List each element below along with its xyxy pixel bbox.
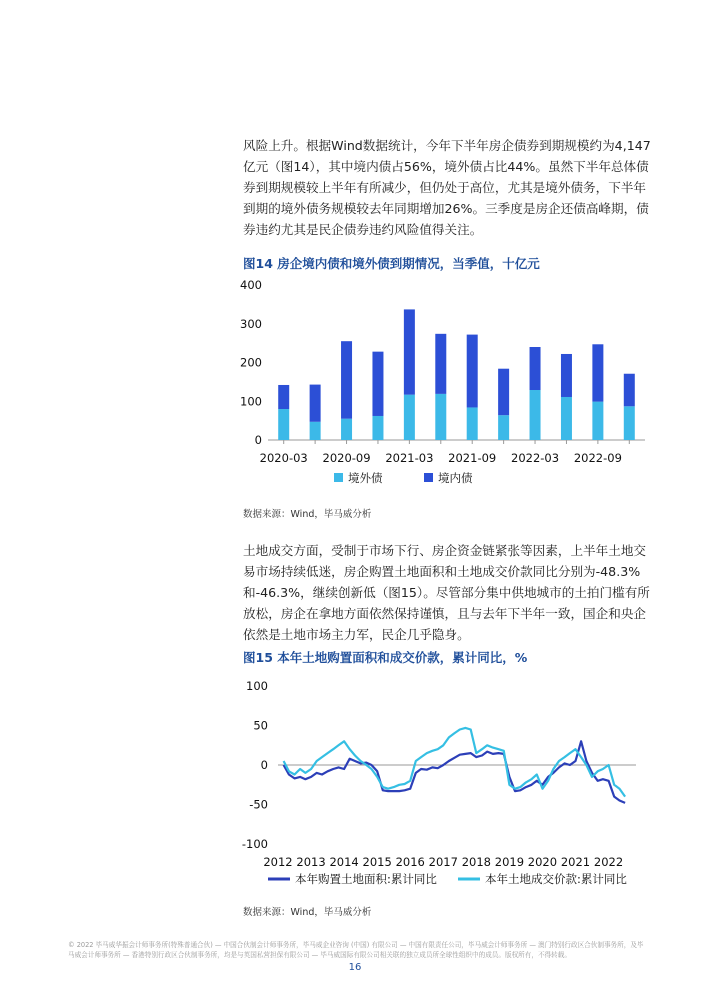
legend-label-overseas: 境外债	[348, 471, 383, 485]
x-tick-label: 2020	[527, 855, 558, 869]
x-tick-label: 2013	[296, 855, 326, 869]
legend-label-domestic: 境内债	[438, 471, 473, 485]
x-tick-label: 2016	[395, 855, 425, 869]
y-tick-label: 0	[254, 433, 262, 447]
x-tick-label: 2019	[494, 855, 525, 869]
figure15-title: 图15 本年土地购置面积和成交价款，累计同比，%	[243, 650, 528, 665]
y-tick-label: 300	[240, 316, 262, 331]
y-tick-label: 400	[240, 278, 262, 292]
x-tick-label: 2020-03	[259, 451, 308, 465]
paragraph-debt-maturity: 风险上升。根据Wind数据统计，今年下半年房企债券到期规模约为4,147亿元（图14），其中境内债占56%，境外债占比44%。虽然下半年总体债券到期规模较上半年有所减少，但仍处于高位，尤其是境外债务，下半年到期的境外债务规模较去年同期增加26%。三季度是房企还债高峰期，债券违约尤其是民企债券违约风险值得关注。	[243, 138, 651, 237]
y-tick-label: 100	[240, 394, 262, 409]
legend-label-land-price: 本年土地成交价款:累计同比	[485, 872, 627, 886]
x-tick-label: 2018	[461, 855, 491, 869]
y-tick-label: 0	[260, 758, 268, 772]
x-tick-label: 2017	[428, 855, 458, 869]
x-tick-label: 2022-09	[573, 451, 622, 465]
figure14-title: 图14 房企境内债和境外债到期情况，当季值，十亿元	[243, 256, 540, 271]
x-tick-label: 2021-03	[385, 451, 434, 465]
x-tick-label: 2022	[593, 855, 624, 869]
copyright-footer: © 2022 毕马威华振会计师事务所(特殊普通合伙) — 中国合伙制会计师事务所，毕马威企业咨询 (中国) 有限公司 — 中国有限责任公司，毕马威会计师事务所 — 澳门特别行政区合伙制事务所，及毕马威会计师事务所 — 香港特别行政区合伙制事务所，均是与英国私营担保有限公司 — 毕马威国际有限公司相关联的独立成员所全球性组织中的成员。版权所有，不得转载。	[68, 941, 644, 959]
paragraph-land-transactions: 土地成交方面，受制于市场下行、房企资金链紧张等因素，上半年土地交易市场持续低迷，房企购置土地面积和土地成交价款同比分别为-48.3%和-46.3%，继续创新低（图15）。尽管部分集中供地城市的土拍门槛有所放松，房企在拿地方面依然保持谨慎，且与去年下半年一致，国企和央企依然是土地市场主力军，民企几乎隐身。	[243, 543, 650, 642]
y-tick-label: 200	[240, 355, 262, 370]
y-tick-label: 100	[246, 679, 268, 693]
x-tick-label: 2014	[329, 855, 359, 869]
page-number: 16	[348, 962, 362, 973]
figure15-source: 数据来源：Wind，毕马威分析	[243, 907, 372, 918]
y-tick-label: -50	[249, 797, 268, 812]
x-tick-label: 2021	[560, 855, 591, 869]
y-tick-label: 50	[253, 718, 268, 733]
x-tick-label: 2021-09	[448, 451, 497, 465]
x-tick-label: 2012	[263, 855, 293, 869]
x-tick-label: 2020-09	[322, 451, 371, 465]
x-tick-label: 2022-03	[511, 451, 560, 465]
x-tick-label: 2015	[362, 855, 392, 869]
figure14-source: 数据来源：Wind，毕马威分析	[243, 509, 372, 520]
y-tick-label: -100	[241, 837, 268, 851]
legend-label-land-area: 本年购置土地面积:累计同比	[295, 872, 437, 886]
